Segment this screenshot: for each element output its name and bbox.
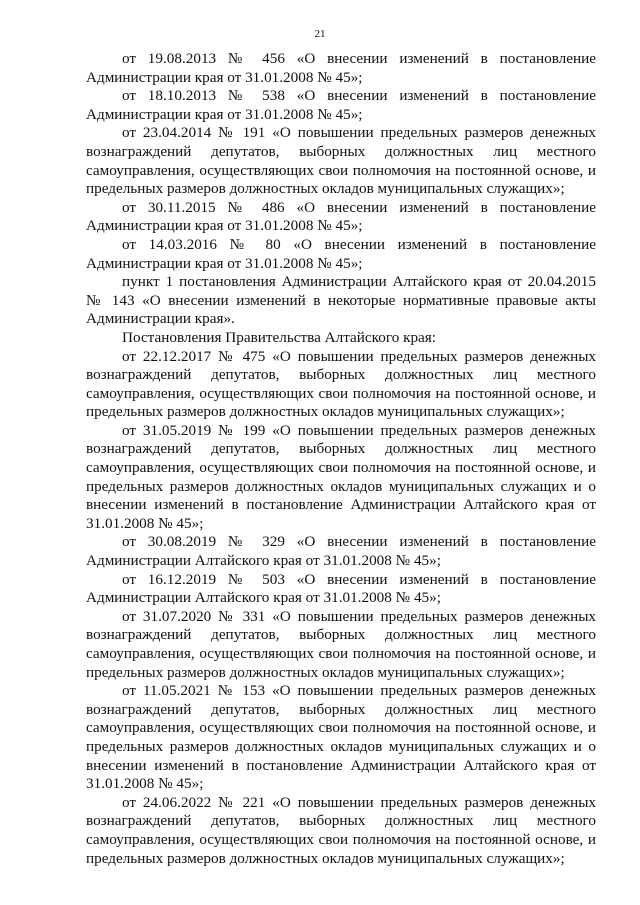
paragraph-decree-2019-199: от 31.05.2019 № 199 «О повышении предельных размеров денежных вознаграждений депутатов, выборных должностных лиц местного самоуправления, осуществляющих свои полномочия на постоянной основе, и предельных размеров должностных окладов муниципальных служащих и о внесении изменений в постановление Администрации Алтайского края от 31.01.2008 № 45»; — [86, 421, 596, 532]
paragraph-decree-2013-538: от 18.10.2013 № 538 «О внесении изменений в постановление Администрации края от 31.01.2008 № 45»; — [86, 87, 596, 123]
paragraph-decree-2013-456: от 19.08.2013 № 456 «О внесении изменений в постановление Администрации края от 31.01.2008 № 45»; — [86, 50, 596, 86]
paragraph-decree-2021-153: от 11.05.2021 № 153 «О повышении предельных размеров денежных вознаграждений депутатов, выборных должностных лиц местного самоуправления, осуществляющих свои полномочия на постоянной основе, и предельных размеров должностных окладов муниципальных служащих и о внесении изменений в постановление Администрации Алтайского края от 31.01.2008 № 45»; — [86, 682, 596, 793]
paragraph-decree-2022-221: от 24.06.2022 № 221 «О повышении предельных размеров денежных вознаграждений депутатов, выборных должностных лиц местного самоуправления, осуществляющих свои полномочия на постоянной основе, и предельных размеров должностных окладов муниципальных служащих»; — [86, 793, 596, 867]
paragraph-decree-2019-329: от 30.08.2019 № 329 «О внесении изменений в постановление Администрации Алтайского края от 31.01.2008 № 45»; — [86, 533, 596, 570]
paragraph-decree-2014-191: от 23.04.2014 № 191 «О повышении предельных размеров денежных вознаграждений депутатов, выборных должностных лиц местного самоуправления, осуществляющих свои полномочия на постоянной основе, и предельных размеров должностных окладов муниципальных служащих»; — [86, 124, 596, 198]
page-number: 21 — [314, 28, 326, 40]
section-heading-government-decrees: Постановления Правительства Алтайского края: — [122, 328, 437, 346]
paragraph-decree-2017-475: от 22.12.2017 № 475 «О повышении предельных размеров денежных вознаграждений депутатов, выборных должностных лиц местного самоуправления, осуществляющих свои полномочия на постоянной основе, и предельных размеров должностных окладов муниципальных служащих»; — [86, 347, 596, 421]
paragraph-decree-2019-503: от 16.12.2019 № 503 «О внесении изменений в постановление Администрации Алтайского края от 31.01.2008 № 45»; — [86, 570, 596, 607]
paragraph-clause-2015-143: пункт 1 постановления Администрации Алтайского края от 20.04.2015 № 143 «О внесении изменений в некоторые нормативные правовые акты Администрации края». — [86, 273, 596, 328]
paragraph-decree-2015-486: от 30.11.2015 № 486 «О внесении изменений в постановление Администрации края от 31.01.2008 № 45»; — [86, 198, 596, 235]
paragraph-decree-2016-80: от 14.03.2016 № 80 «О внесении изменений в постановление Администрации края от 31.01.2008 № 45»; — [86, 235, 596, 272]
document-body — [86, 50, 596, 868]
paragraph-decree-2020-331: от 31.07.2020 № 331 «О повышении предельных размеров денежных вознаграждений депутатов, выборных должностных лиц местного самоуправления, осуществляющих свои полномочия на постоянной основе, и предельных размеров должностных окладов муниципальных служащих»; — [86, 607, 596, 681]
